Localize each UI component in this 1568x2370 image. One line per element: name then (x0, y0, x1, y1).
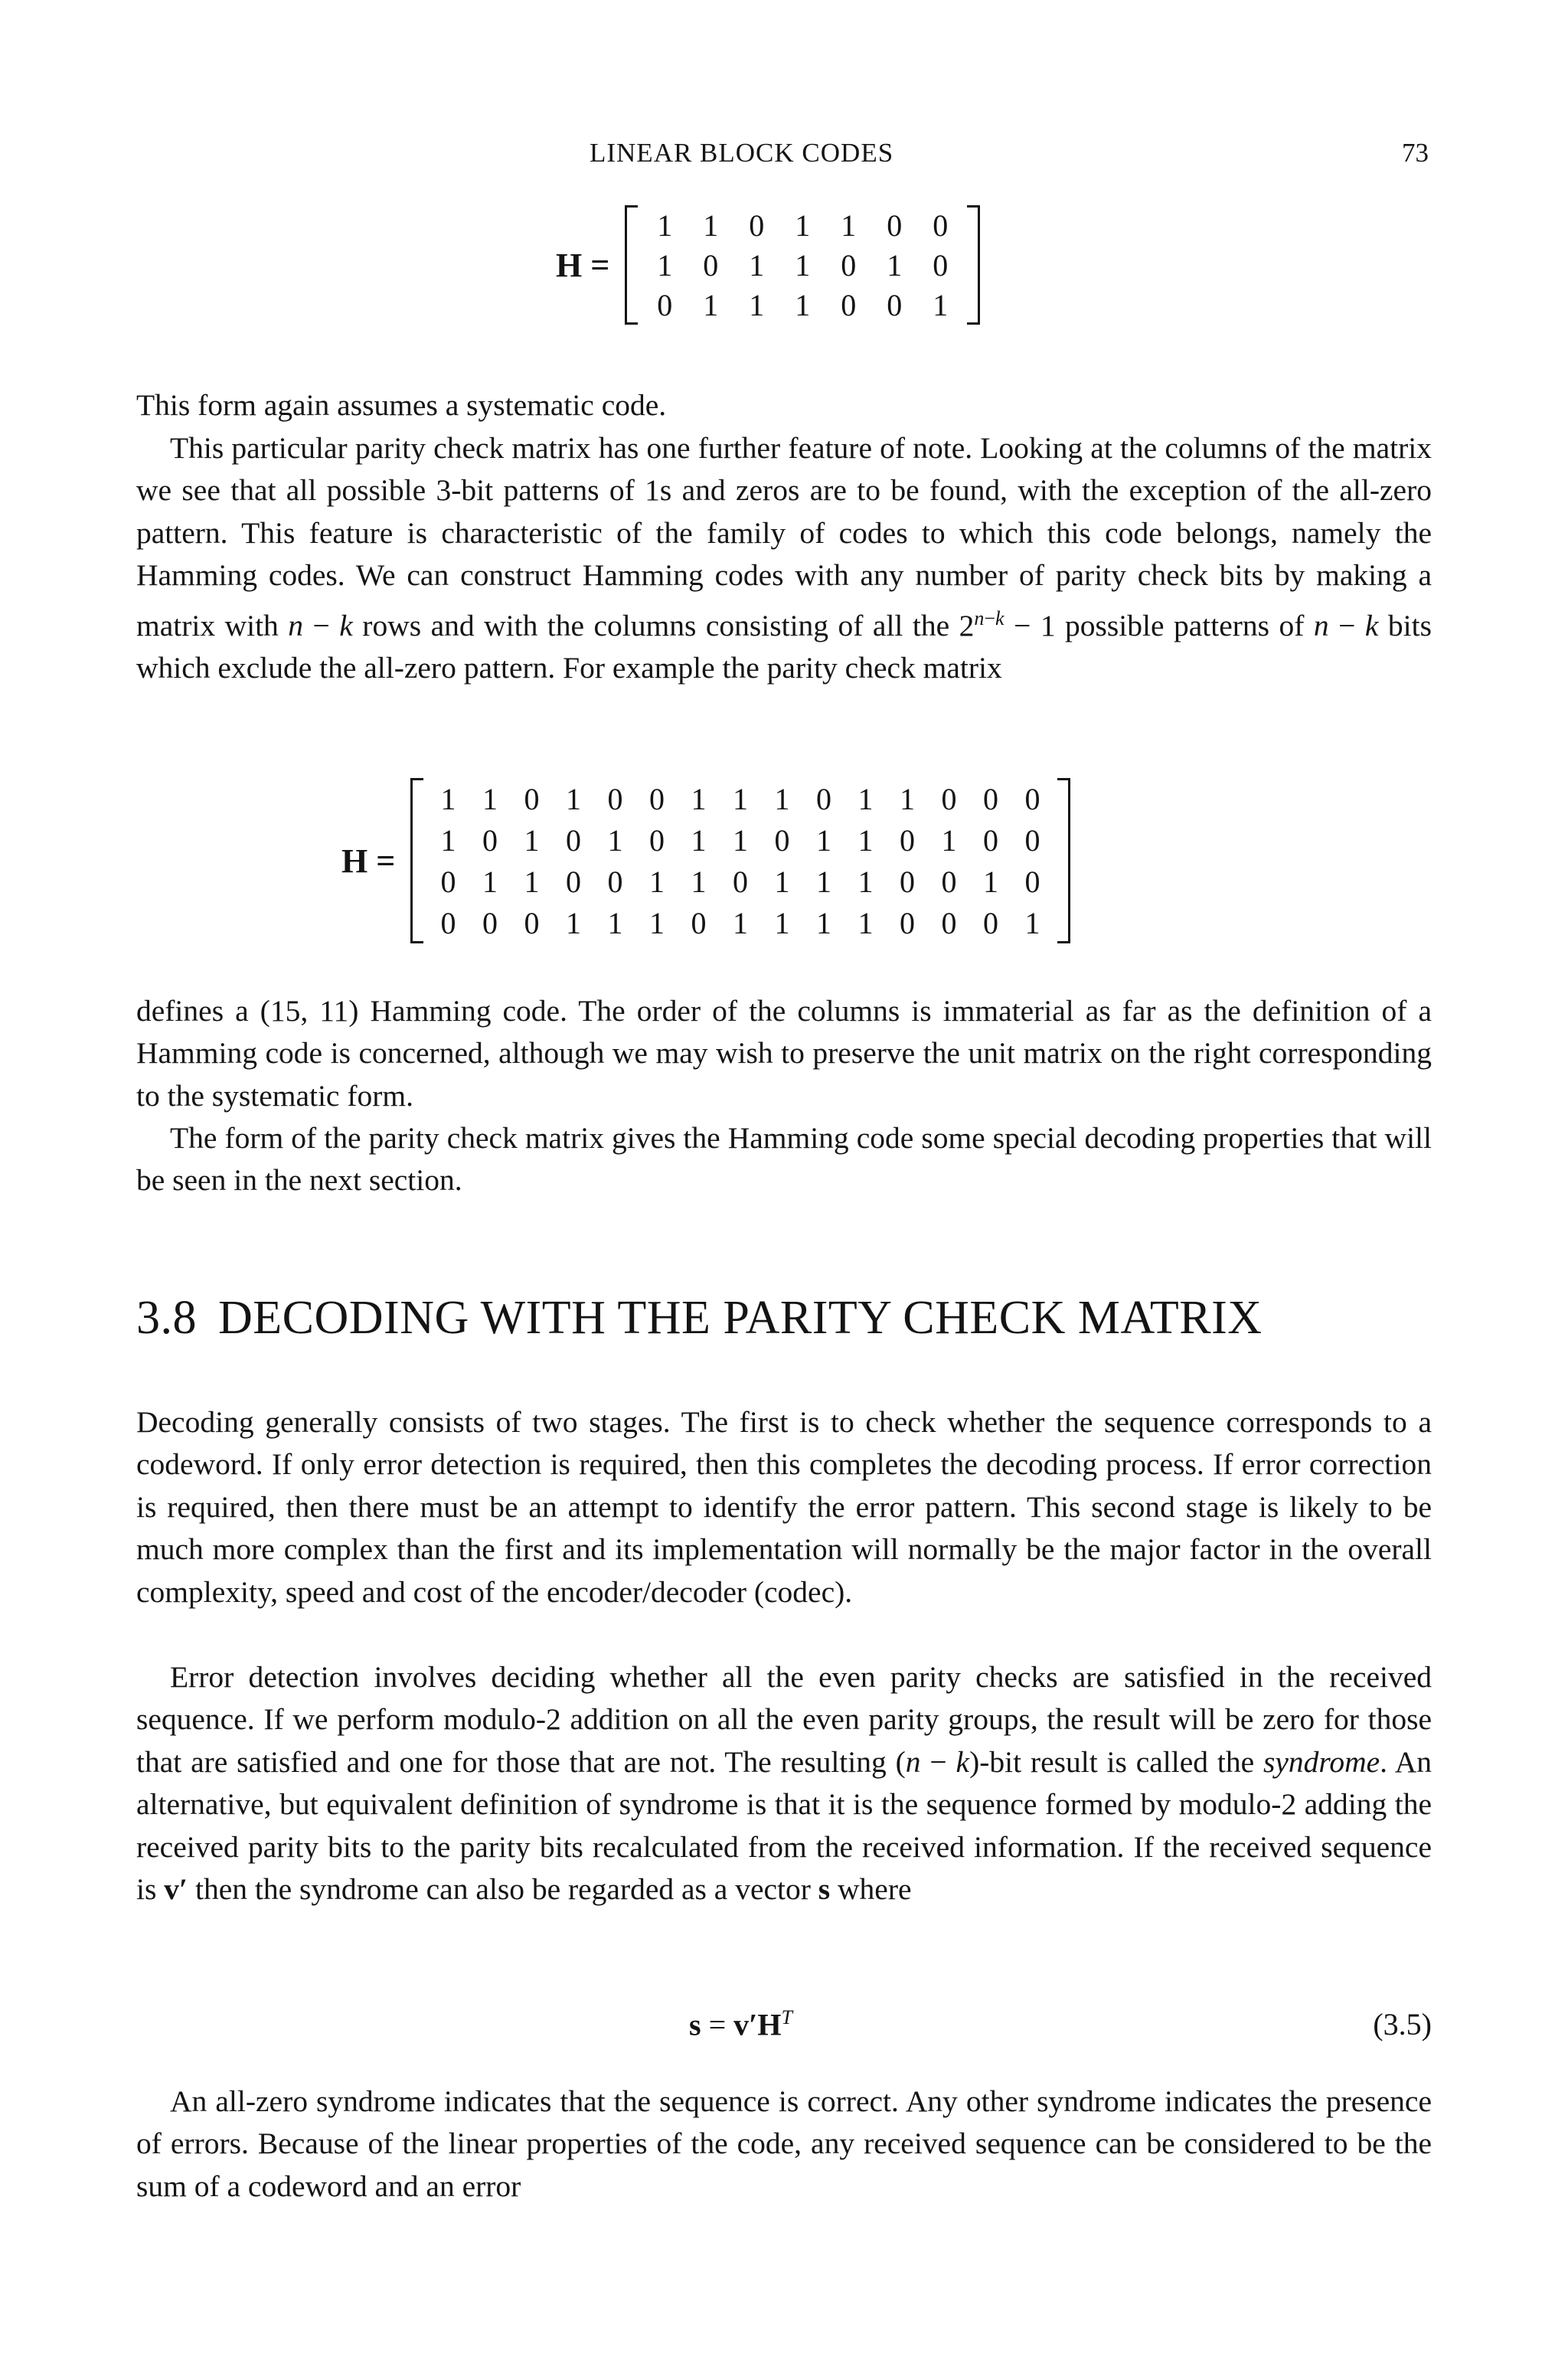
text-run: bits which exclude the all-zero pattern. For example the parity check matrix (136, 608, 1432, 685)
matrix-cell: 0 (566, 864, 582, 899)
matrix-row (427, 819, 1054, 861)
matrix-cell: 0 (933, 247, 949, 283)
minus-sign: − (303, 608, 340, 642)
matrix-cell: 0 (1024, 822, 1040, 858)
matrix-cell: 1 (858, 822, 874, 858)
parity-check-matrix-15-11 (341, 778, 1070, 943)
vector-v-prime: v′ (164, 1872, 188, 1907)
matrix-cell: 0 (1024, 864, 1040, 899)
matrix-cell: 1 (649, 864, 665, 899)
text-run: . An alternative, but equivalent definition of syndrome is that it is the sequence formed by modulo-2 adding the received parity bits to the parity bits recalculated from the received information. If the received sequence is (136, 1744, 1432, 1907)
equation-body (689, 2006, 792, 2042)
section-heading (136, 1291, 1263, 1345)
equation-3-5 (0, 2006, 1568, 2052)
matrix-cell: 1 (482, 781, 498, 816)
matrix-cell: 0 (657, 287, 673, 322)
matrix-label: H = (341, 842, 396, 880)
matrix-cell: 0 (607, 864, 623, 899)
vector-s: s (689, 2007, 701, 2042)
matrix-cell: 1 (691, 864, 707, 899)
matrix-label: H = (556, 246, 610, 284)
symbol-k: k (1364, 608, 1379, 642)
matrix-row (427, 861, 1054, 902)
matrix-cell: 1 (795, 208, 811, 243)
matrix-cell: 0 (524, 905, 540, 940)
paragraph-15-11-definition: defines a (15, 11) Hamming code. The order of the columns is immaterial as far as the definition of a Hamming code is concerned, although we may wish to preserve the unit matrix on the right corresponding to the systematic form. (136, 994, 1432, 1113)
matrix-cell: 1 (858, 781, 874, 816)
matrix-cell: 0 (440, 864, 456, 899)
matrix-cell: 1 (1024, 905, 1040, 940)
paragraph-all-zero-syndrome: An all-zero syndrome indicates that the sequence is correct. Any other syndrome indicates the presence of errors. Because of the linear properties of the code, any received sequence can be considered to be the sum of a codeword and an error (136, 2084, 1432, 2203)
matrix-cell: 1 (887, 247, 903, 283)
matrix-cell: 0 (841, 247, 857, 283)
matrix-row (642, 205, 963, 245)
matrix-brackets (625, 205, 980, 325)
matrix-h: H (757, 2007, 782, 2042)
matrix-cell: 1 (657, 208, 673, 243)
matrix-cell: 0 (649, 822, 665, 858)
matrix-cell: 1 (691, 822, 707, 858)
matrix-cell: 0 (900, 864, 916, 899)
matrix-cell: 0 (941, 905, 957, 940)
matrix-cell: 0 (900, 905, 916, 940)
matrix-cell: 0 (1024, 781, 1040, 816)
matrix-cell: 1 (607, 822, 623, 858)
matrix-cell: 0 (749, 208, 765, 243)
matrix-table (427, 778, 1054, 943)
matrix-cell: 1 (816, 864, 832, 899)
page-number: 73 (1402, 138, 1429, 168)
matrix-cell: 1 (607, 905, 623, 940)
matrix-cell: 0 (691, 905, 707, 940)
minus-sign: − (984, 606, 996, 629)
matrix-cell: 1 (649, 905, 665, 940)
matrix-cell: 1 (524, 822, 540, 858)
section-number: 3.8 (136, 1292, 197, 1344)
symbol-n: n (974, 606, 985, 629)
matrix-cell: 0 (887, 208, 903, 243)
paragraph-systematic-note: This form again assumes a systematic code. (136, 388, 667, 422)
matrix-cell: 1 (841, 208, 857, 243)
exponent (974, 607, 1004, 629)
vector-v-prime: v′ (733, 2007, 758, 2042)
matrix-cell: 1 (657, 247, 673, 283)
text-run: where (830, 1872, 912, 1907)
symbol-k: k (995, 606, 1004, 629)
matrix-cell: 1 (858, 864, 874, 899)
equals-sign: = (701, 2007, 734, 2042)
equation-number: (3.5) (1373, 2007, 1432, 2041)
matrix-cell: 1 (440, 822, 456, 858)
matrix-cell: 1 (795, 287, 811, 322)
matrix-cell: 0 (733, 864, 749, 899)
symbol-k: k (339, 608, 353, 642)
parity-check-matrix-7-4 (556, 205, 980, 325)
text-run: )-bit result is called the (969, 1744, 1264, 1779)
term-syndrome: syndrome (1263, 1744, 1380, 1779)
paragraph-syndrome-definition (136, 1656, 1432, 1911)
matrix-cell: 1 (733, 781, 749, 816)
paragraph-decoding-properties: The form of the parity check matrix gives the Hamming code some special decoding properties that will be seen in the next section. (136, 1121, 1432, 1198)
matrix-cell: 1 (816, 905, 832, 940)
power-base: 2 (959, 608, 975, 642)
matrix-cell: 0 (983, 781, 999, 816)
matrix-cell: 1 (703, 287, 719, 322)
symbol-n: n (288, 608, 304, 642)
matrix-cell: 1 (858, 905, 874, 940)
matrix-cell: 0 (482, 822, 498, 858)
matrix-cell: 0 (887, 287, 903, 322)
matrix-cell: 1 (900, 781, 916, 816)
matrix-cell: 1 (749, 287, 765, 322)
matrix-table (642, 205, 963, 325)
matrix-row (642, 245, 963, 285)
text-run: This particular parity check matrix has one further feature of note. Looking at the columns of the matrix we see that all possible 3-bit patterns of 1s and zeros are to be found, with the exception of the all-zero pattern. This feature is characteristic of the family of codes to which this code belongs, namely the Hamming codes. We can construct Hamming codes with any number of parity check bits by making a matrix with (136, 431, 1432, 642)
running-title: LINEAR BLOCK CODES (590, 138, 894, 168)
text-run: then the syndrome can also be regarded as a vector (188, 1872, 818, 1907)
matrix-row (642, 285, 963, 325)
text-run: − 1 possible patterns of (1004, 608, 1314, 642)
matrix-cell: 0 (607, 781, 623, 816)
matrix-cell: 0 (983, 822, 999, 858)
matrix-cell: 0 (933, 208, 949, 243)
minus-sign: − (1328, 608, 1365, 642)
matrix-cell: 1 (691, 781, 707, 816)
matrix-cell: 1 (749, 247, 765, 283)
matrix-cell: 1 (733, 905, 749, 940)
matrix-cell: 1 (703, 208, 719, 243)
paragraph-decoding-stages: Decoding generally consists of two stages. The first is to check whether the sequence corresponds to a codeword. If only error detection is required, then this completes the decoding process. If error correction is required, then there must be an attempt to identify the error pattern. This second stage is likely to be much more complex than the first and its implementation will normally be the major factor in the overall complexity, speed and cost of the encoder/decoder (codec). (136, 1405, 1432, 1609)
transpose-superscript: T (781, 2006, 792, 2028)
matrix-brackets (410, 778, 1070, 943)
matrix-cell: 1 (774, 905, 790, 940)
paragraph-hamming-feature (136, 427, 1432, 690)
minus-sign: − (920, 1744, 956, 1779)
matrix-cell: 0 (649, 781, 665, 816)
matrix-cell: 1 (733, 822, 749, 858)
matrix-cell: 1 (933, 287, 949, 322)
matrix-cell: 0 (900, 822, 916, 858)
matrix-cell: 1 (816, 822, 832, 858)
matrix-cell: 0 (703, 247, 719, 283)
matrix-cell: 1 (566, 781, 582, 816)
symbol-n: n (905, 1744, 921, 1779)
matrix-cell: 0 (482, 905, 498, 940)
symbol-n: n (1313, 608, 1329, 642)
text-run: Error detection involves deciding whether all the even parity checks are satisfied in the received sequence. If we perform modulo-2 addition on all the even parity groups, the result will be zero for those that are satisfied and one for those that are not. The resulting ( (136, 1660, 1432, 1779)
matrix-cell: 1 (482, 864, 498, 899)
matrix-cell: 1 (566, 905, 582, 940)
matrix-cell: 0 (983, 905, 999, 940)
matrix-cell: 0 (440, 905, 456, 940)
running-head (0, 138, 1568, 184)
matrix-row (427, 778, 1054, 819)
matrix-cell: 0 (524, 781, 540, 816)
matrix-cell: 0 (941, 864, 957, 899)
matrix-cell: 1 (440, 781, 456, 816)
matrix-cell: 1 (774, 864, 790, 899)
symbol-k: k (956, 1744, 970, 1779)
matrix-cell: 0 (816, 781, 832, 816)
matrix-cell: 0 (566, 822, 582, 858)
matrix-cell: 1 (774, 781, 790, 816)
text-run: rows and with the columns consisting of all the (352, 608, 959, 642)
matrix-cell: 1 (795, 247, 811, 283)
section-title: DECODING WITH THE PARITY CHECK MATRIX (218, 1292, 1263, 1344)
matrix-cell: 0 (774, 822, 790, 858)
matrix-row (427, 902, 1054, 943)
matrix-cell: 0 (941, 781, 957, 816)
matrix-cell: 1 (524, 864, 540, 899)
matrix-cell: 1 (983, 864, 999, 899)
vector-s: s (818, 1872, 831, 1907)
matrix-cell: 0 (841, 287, 857, 322)
matrix-cell: 1 (941, 822, 957, 858)
